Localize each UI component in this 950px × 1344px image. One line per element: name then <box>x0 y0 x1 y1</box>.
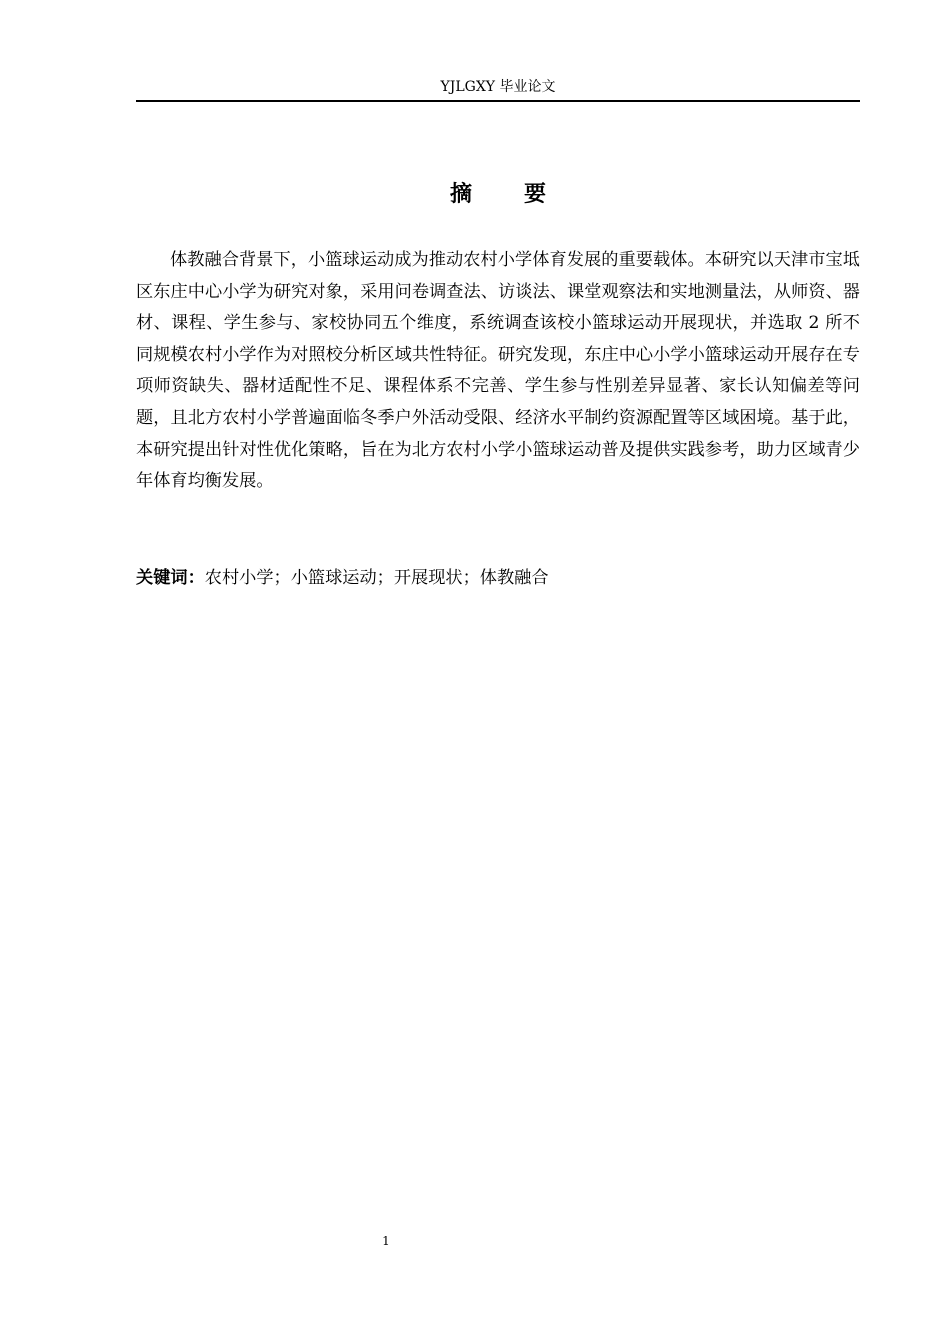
keywords-label: 关键词： <box>136 568 205 588</box>
keywords <box>136 564 860 592</box>
header-rule <box>136 100 860 102</box>
abstract-title <box>136 180 860 210</box>
page-number: 1 <box>382 1234 390 1248</box>
abstract-body: 体教融合背景下，小篮球运动成为推动农村小学体育发展的重要载体。本研究以天津市宝坻区东庄中心小学为研究对象，采用问卷调查法、访谈法、课堂观察法和实地测量法，从师资、器材、课程、学生参与、家校协同五个维度，系统调查该校小篮球运动开展现状，并选取 2 所不同规模农村小学作为对照校分析区域共性特征。研究发现，东庄中心小学小篮球运动开展存在专项师资缺失、器材适配性不足、课程体系不完善、学生参与性别差异显著、家长认知偏差等问题，且北方农村小学普遍面临冬季户外活动受限、经济水平制约资源配置等区域困境。基于此，本研究提出针对性优化策略，旨在为北方农村小学小篮球运动普及提供实践参考，助力区域青少年体育均衡发展。 <box>136 250 860 492</box>
abstract-title-char-1: 摘 <box>449 182 472 207</box>
abstract-title-char-2: 要 <box>524 182 547 207</box>
page-header: YJLGXY 毕业论文 <box>440 79 556 95</box>
keywords-value: 农村小学；小篮球运动；开展现状；体教融合 <box>204 568 549 588</box>
